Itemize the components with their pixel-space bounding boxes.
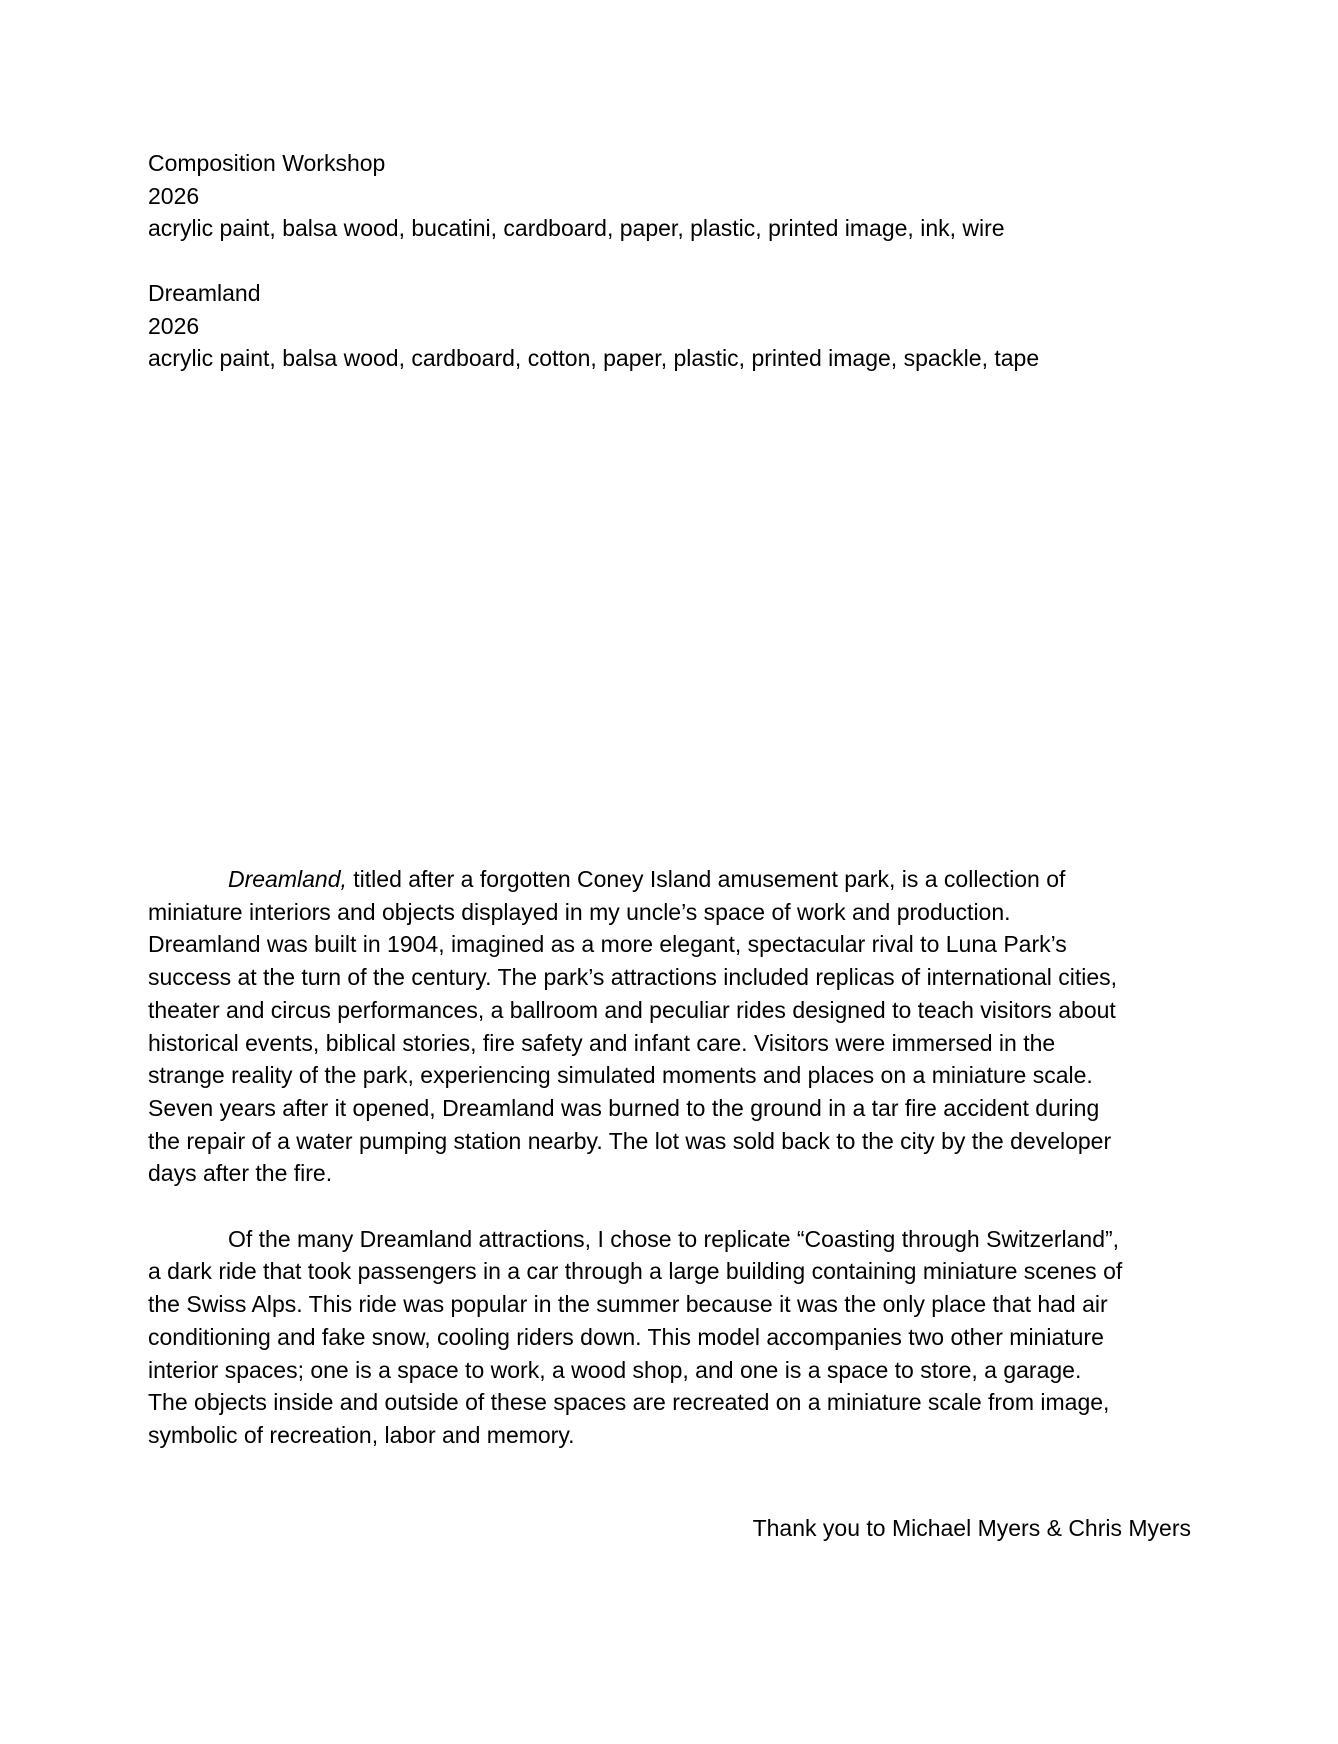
- statement-line: strange reality of the park, experiencing simulated moments and places on a miniature scale.: [148, 1062, 1093, 1089]
- artwork-title: Dreamland: [148, 280, 261, 306]
- statement-line: Seven years after it opened, Dreamland was burned to the ground in a tar fire accident during: [148, 1094, 1100, 1121]
- statement-line: miniature interiors and objects displayed in my uncle’s space of work and production.: [148, 898, 1011, 925]
- statement-line: The objects inside and outside of these spaces are recreated on a miniature scale from image,: [148, 1389, 1110, 1416]
- statement-line: success at the turn of the century. The park’s attractions included replicas of international cities,: [148, 964, 1118, 991]
- acknowledgement-line: Thank you to Michael Myers & Chris Myers: [752, 1515, 1191, 1541]
- statement-line: the Swiss Alps. This ride was popular in the summer because it was the only place that had air: [148, 1291, 1108, 1318]
- statement-line: the repair of a water pumping station nearby. The lot was sold back to the city by the developer: [148, 1127, 1112, 1154]
- statement-line: a dark ride that took passengers in a car through a large building containing miniature scenes of: [148, 1258, 1123, 1285]
- statement-line: days after the fire.: [148, 1160, 333, 1187]
- artwork-materials: acrylic paint, balsa wood, bucatini, cardboard, paper, plastic, printed image, ink, wire: [148, 215, 1005, 242]
- statement-paragraph-1: [148, 863, 1208, 1190]
- artwork-title: Composition Workshop: [148, 150, 386, 176]
- artist-statement: [148, 863, 1208, 1452]
- artwork-entry-composition-workshop: [148, 147, 1208, 245]
- artwork-entry-dreamland: [148, 277, 1208, 375]
- artwork-materials: acrylic paint, balsa wood, cardboard, cotton, paper, plastic, printed image, spackle, tape: [148, 345, 1040, 372]
- statement-line: Dreamland was built in 1904, imagined as a more elegant, spectacular rival to Luna Park’s: [148, 931, 1067, 958]
- artwork-year: 2026: [148, 312, 200, 339]
- statement-line-text: titled after a forgotten Coney Island amusement park, is a collection of: [346, 866, 1066, 892]
- statement-line: [148, 863, 1208, 896]
- statement-paragraph-2: [148, 1223, 1208, 1452]
- statement-italic-title: Dreamland,: [228, 866, 347, 892]
- statement-line: Of the many Dreamland attractions, I chose to replicate “Coasting through Switzerland”,: [228, 1225, 1120, 1252]
- statement-line: conditioning and fake snow, cooling riders down. This model accompanies two other miniature: [148, 1323, 1104, 1350]
- statement-line: theater and circus performances, a ballroom and peculiar rides designed to teach visitors about: [148, 996, 1116, 1023]
- statement-line: historical events, biblical stories, fire safety and infant care. Visitors were immersed in the: [148, 1029, 1056, 1056]
- statement-line: symbolic of recreation, labor and memory.: [148, 1421, 575, 1448]
- statement-line: interior spaces; one is a space to work, a wood shop, and one is a space to store, a garage.: [148, 1356, 1082, 1383]
- artwork-year: 2026: [148, 182, 200, 209]
